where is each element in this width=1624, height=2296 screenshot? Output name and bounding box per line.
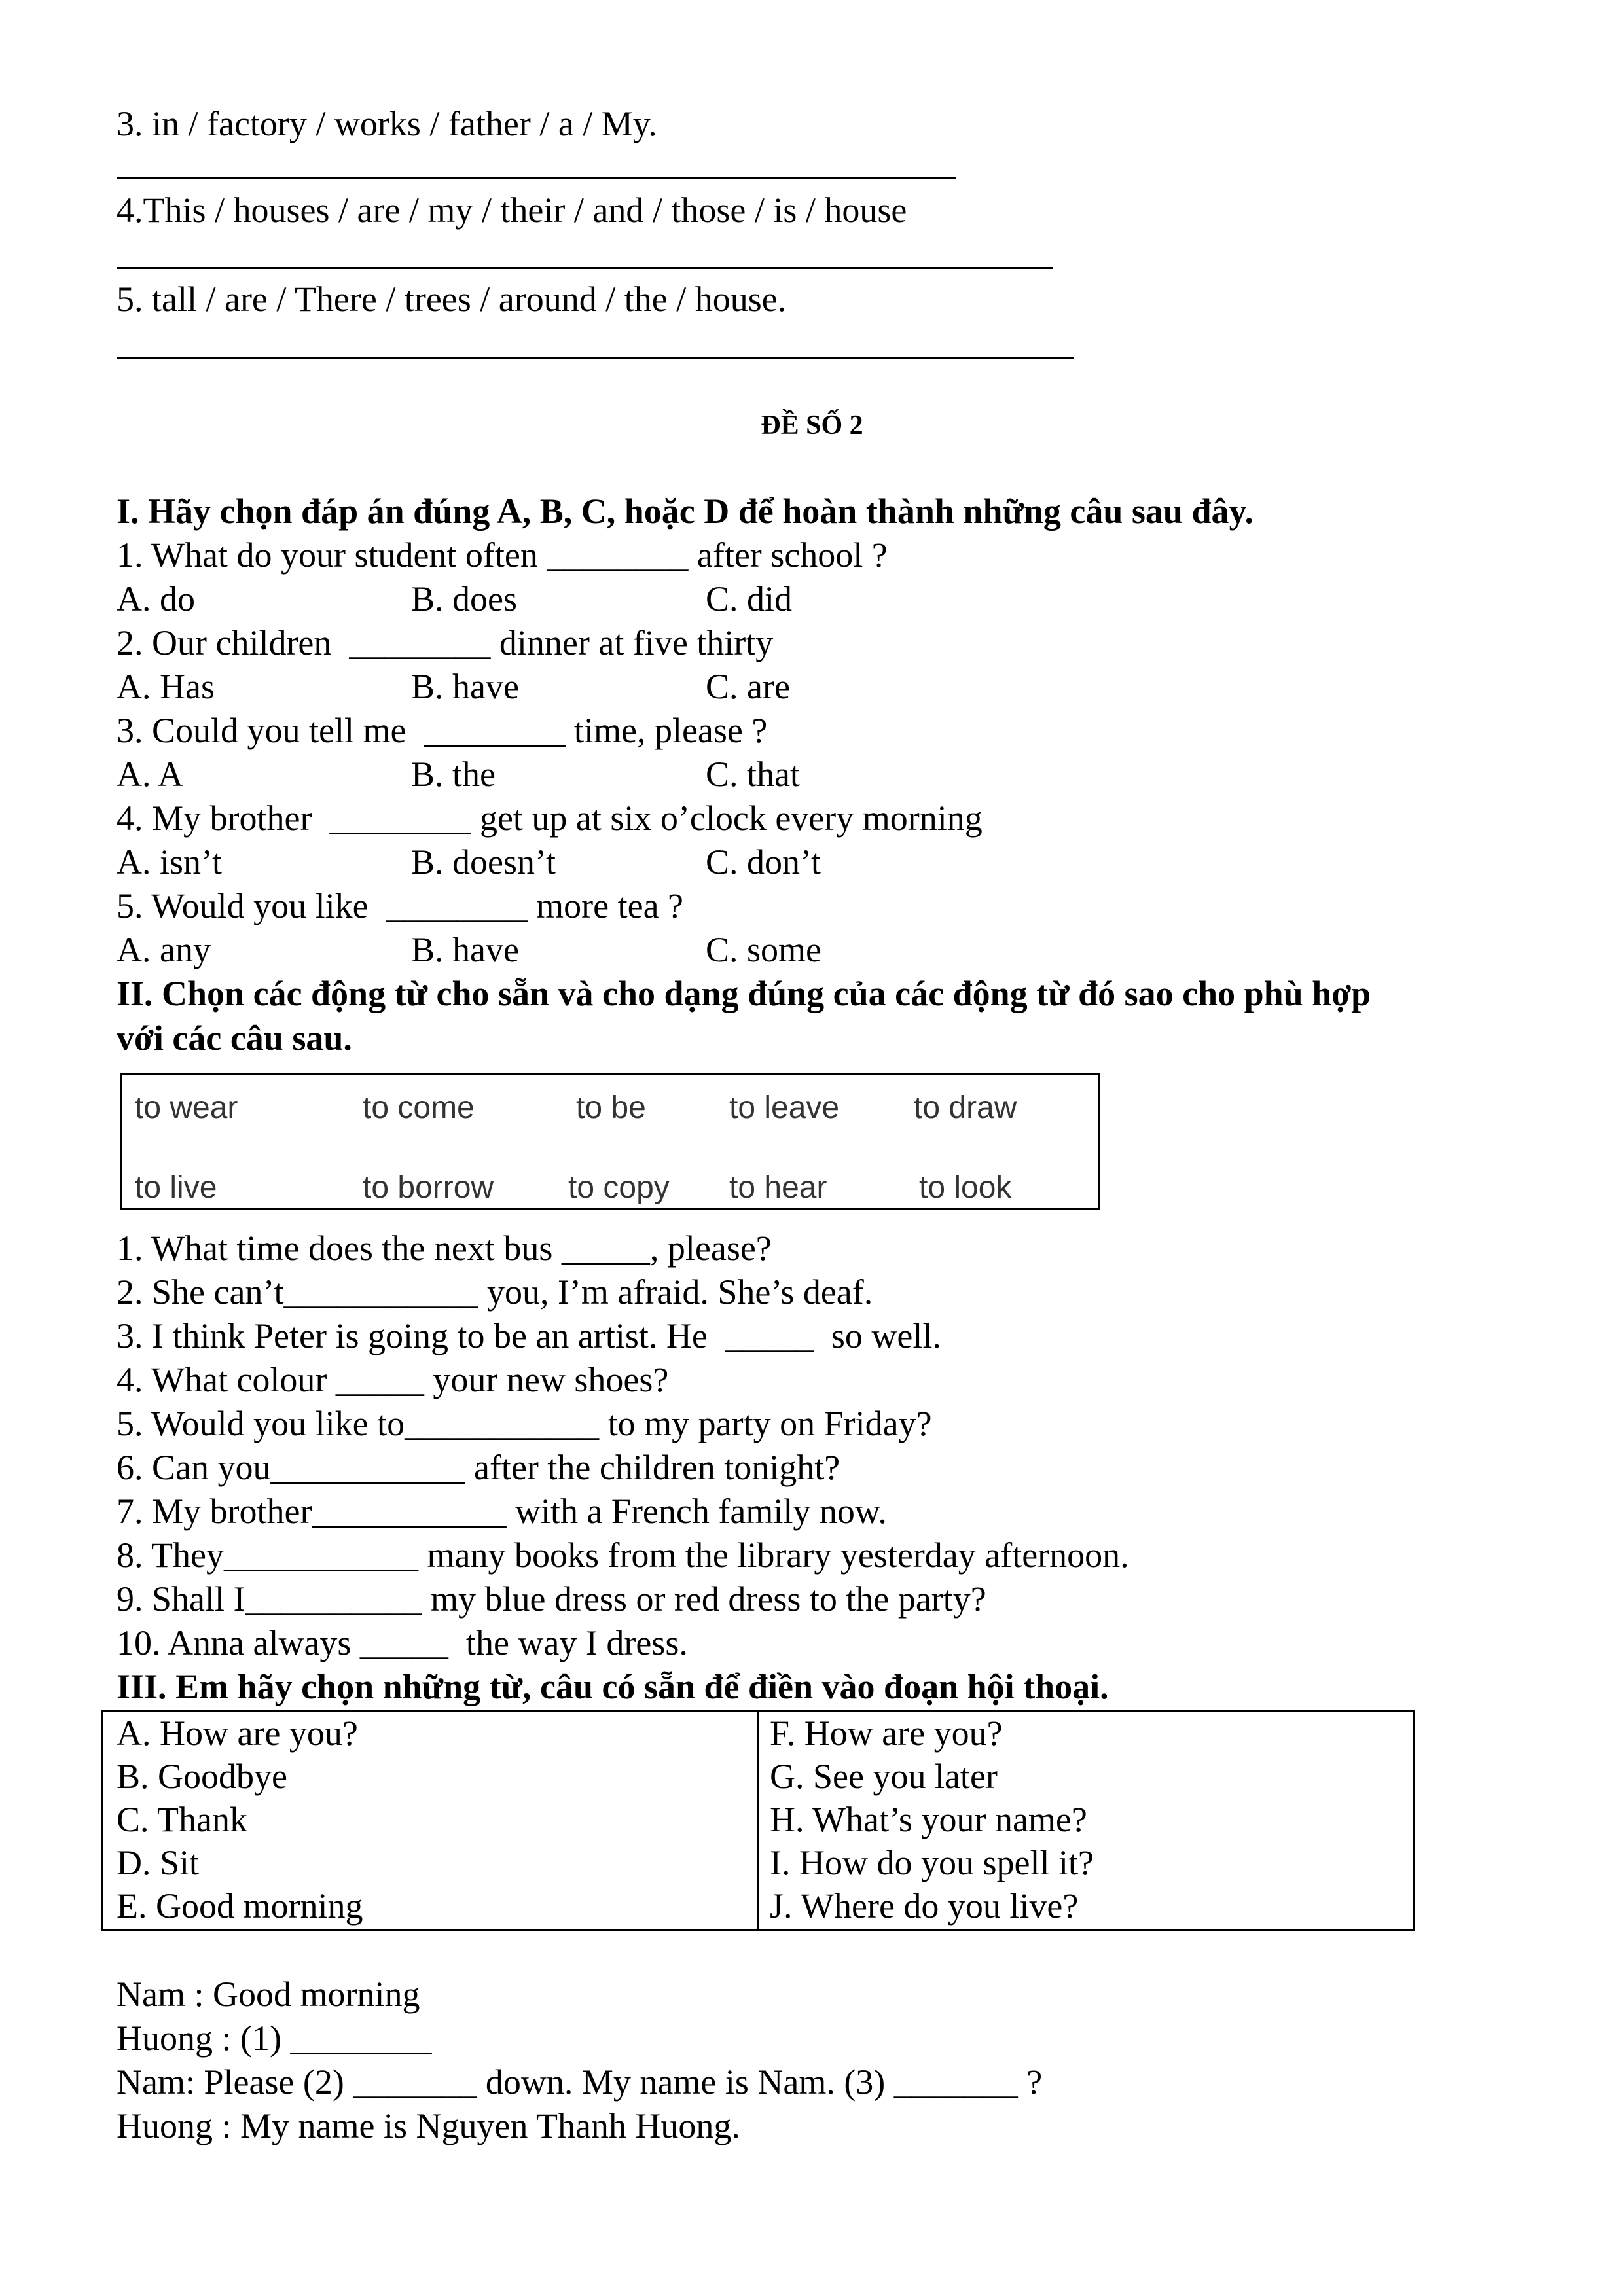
option-b: B. have bbox=[411, 667, 519, 706]
option-c: C. don’t bbox=[706, 842, 821, 882]
verb-option: to live bbox=[135, 1170, 217, 1205]
sentence-9: 9. Shall I__________ my blue dress or red dress to the party? bbox=[117, 1579, 986, 1619]
verb-option: to draw bbox=[914, 1090, 1017, 1125]
option-b: B. does bbox=[411, 579, 517, 619]
option-cell: C. Thank bbox=[117, 1800, 247, 1839]
option-a: A. isn’t bbox=[117, 842, 223, 882]
option-a: A. any bbox=[117, 930, 211, 969]
option-cell: I. How do you spell it? bbox=[770, 1843, 1094, 1882]
option-a: A. Has bbox=[117, 667, 215, 706]
sentence-7: 7. My brother___________ with a French family now. bbox=[117, 1492, 887, 1531]
section3-heading: III. Em hãy chọn những từ, câu có sẵn để điền vào đoạn hội thoại. bbox=[117, 1667, 1109, 1706]
option-cell: H. What’s your name? bbox=[770, 1800, 1087, 1839]
option-a: A. do bbox=[117, 579, 195, 619]
sentence-6: 6. Can you___________ after the children tonight? bbox=[117, 1448, 840, 1487]
option-cell: A. How are you? bbox=[117, 1713, 358, 1753]
question-1: 1. What do your student often ________ after school ? bbox=[117, 535, 888, 575]
option-c: C. that bbox=[706, 755, 800, 794]
option-cell: B. Goodbye bbox=[117, 1757, 287, 1796]
section1-heading: I. Hãy chọn đáp án đúng A, B, C, hoặc D để hoàn thành những câu sau đây. bbox=[117, 492, 1254, 531]
verb-option: to hear bbox=[729, 1170, 827, 1205]
question-4: 4. My brother ________ get up at six o’clock every morning bbox=[117, 798, 983, 838]
exam-title: ĐỀ SỐ 2 bbox=[761, 410, 863, 440]
question-3: 3. Could you tell me ________ time, please ? bbox=[117, 711, 768, 750]
reorder-item-5: 5. tall / are / There / trees / around / the / house. bbox=[117, 279, 787, 319]
verb-option: to wear bbox=[135, 1090, 238, 1125]
option-c: C. did bbox=[706, 579, 793, 619]
option-cell: F. How are you? bbox=[770, 1713, 1003, 1753]
verb-option: to borrow bbox=[363, 1170, 494, 1205]
sentence-8: 8. They___________ many books from the library yesterday afternoon. bbox=[117, 1535, 1129, 1575]
sentence-10: 10. Anna always _____ the way I dress. bbox=[117, 1623, 688, 1662]
option-b: B. have bbox=[411, 930, 519, 969]
reorder-item-3: 3. in / factory / works / father / a / My. bbox=[117, 104, 657, 143]
answer-line bbox=[117, 357, 1074, 359]
sentence-2: 2. She can’t___________ you, I’m afraid. She’s deaf. bbox=[117, 1272, 873, 1312]
option-c: C. are bbox=[706, 667, 790, 706]
option-cell: J. Where do you live? bbox=[770, 1886, 1079, 1926]
option-c: C. some bbox=[706, 930, 822, 969]
option-a: A. A bbox=[117, 755, 184, 794]
verb-option: to be bbox=[576, 1090, 646, 1125]
option-cell: E. Good morning bbox=[117, 1886, 363, 1926]
section2-heading: II. Chọn các động từ cho sẵn và cho dạng đúng của các động từ đó sao cho phù hợp với các câu sau. bbox=[117, 974, 1371, 1058]
verb-option: to copy bbox=[568, 1170, 670, 1205]
verb-option: to come bbox=[363, 1090, 475, 1125]
option-cell: D. Sit bbox=[117, 1843, 200, 1882]
sentence-5: 5. Would you like to___________ to my party on Friday? bbox=[117, 1404, 932, 1443]
option-b: B. doesn’t bbox=[411, 842, 556, 882]
option-cell: G. See you later bbox=[770, 1757, 998, 1796]
table-divider bbox=[757, 1712, 759, 1929]
dialogue-line-1: Nam : Good morning bbox=[117, 1975, 420, 2014]
verb-bank bbox=[120, 1073, 1100, 1210]
dialogue-line-3: Nam: Please (2) _______ down. My name is Nam. (3) _______ ? bbox=[117, 2062, 1043, 2102]
sentence-3: 3. I think Peter is going to be an artist. He _____ so well. bbox=[117, 1316, 941, 1355]
sentence-1: 1. What time does the next bus _____, please? bbox=[117, 1229, 772, 1268]
option-b: B. the bbox=[411, 755, 496, 794]
reorder-item-4: 4.This / houses / are / my / their / and / those / is / house bbox=[117, 190, 907, 230]
answer-line bbox=[117, 267, 1053, 269]
answer-line bbox=[117, 177, 956, 179]
question-5: 5. Would you like ________ more tea ? bbox=[117, 886, 684, 925]
answer-options-table bbox=[101, 1710, 1415, 1931]
dialogue-line-2: Huong : (1) ________ bbox=[117, 2018, 432, 2058]
sentence-4: 4. What colour _____ your new shoes? bbox=[117, 1360, 669, 1399]
dialogue-line-4: Huong : My name is Nguyen Thanh Huong. bbox=[117, 2106, 740, 2145]
verb-option: to look bbox=[919, 1170, 1012, 1205]
question-2: 2. Our children ________ dinner at five thirty bbox=[117, 623, 774, 662]
verb-option: to leave bbox=[729, 1090, 840, 1125]
